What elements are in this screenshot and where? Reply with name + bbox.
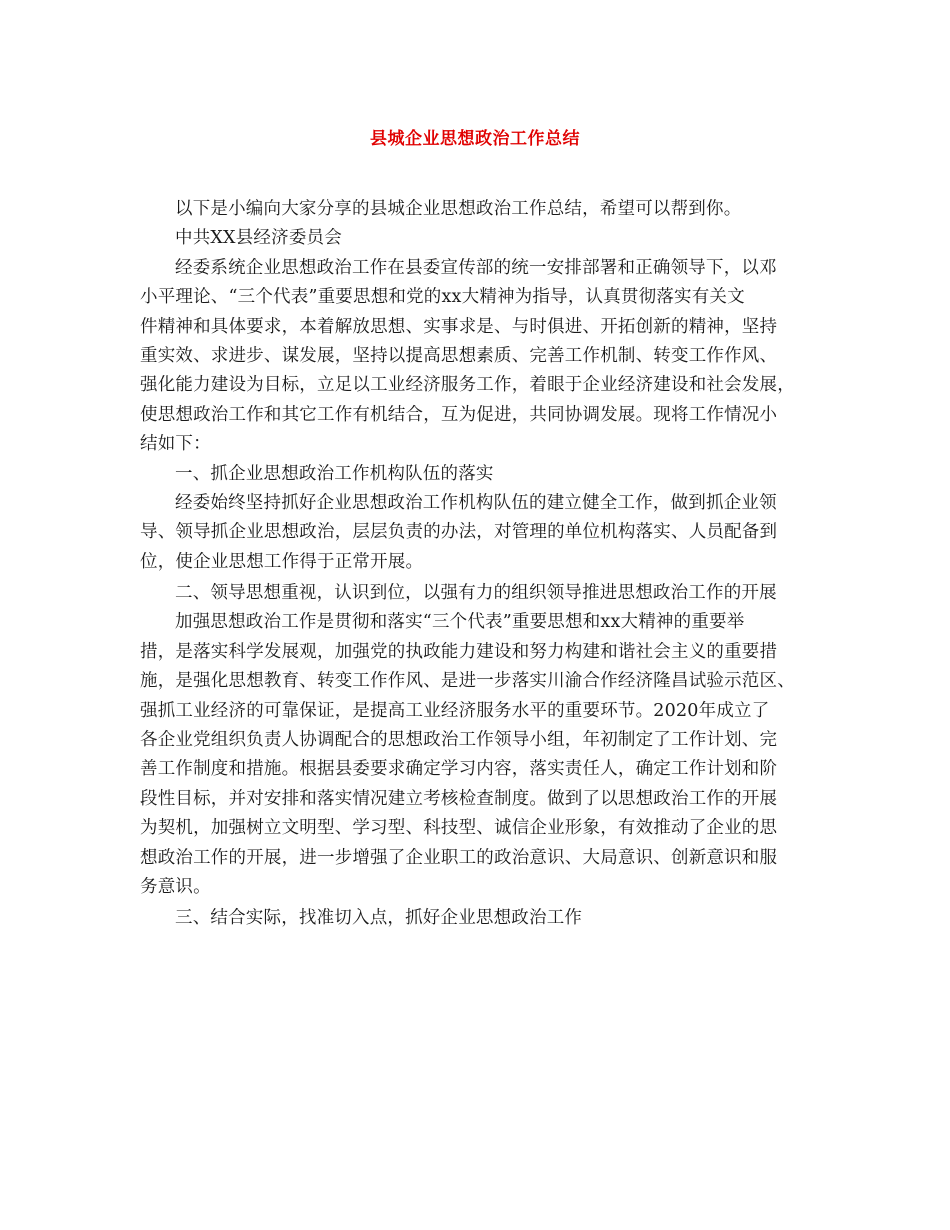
paragraph-line: 经委始终坚持抓好企业思想政治工作机构队伍的建立健全工作，做到抓企业领	[175, 492, 777, 513]
paragraph-line: 段性目标，并对安排和落实情况建立考核检查制度。做到了以思想政治工作的开展	[140, 788, 778, 809]
paragraph-line: 想政治工作的开展，进一步增强了企业职工的政治意识、大局意识、创新意识和服	[140, 847, 778, 868]
intro-line: 以下是小编向大家分享的县城企业思想政治工作总结，希望可以帮到你。	[175, 199, 742, 219]
paragraph-line: 件精神和具体要求，本着解放思想、实事求是、与时俱进、开拓创新的精神，坚持	[140, 316, 778, 337]
paragraph-line: 务意识。	[140, 876, 211, 897]
paragraph-line: 使思想政治工作和其它工作有机结合，互为促进，共同协调发展。现将工作情况小	[140, 404, 778, 425]
paragraph-line: 位，使企业思想工作得于正常开展。	[140, 551, 424, 572]
paragraph-line: 各企业党组织负责人协调配合的思想政治工作领导小组，年初制定了工作计划、完	[140, 730, 778, 751]
paragraph-line: 强化能力建设为目标，立足以工业经济服务工作，着眼于企业经济建设和社会发展，	[140, 375, 795, 396]
document-title: 县城企业思想政治工作总结	[370, 129, 580, 149]
paragraph-line: 施，是强化思想教育、转变工作作风、是进一步落实川渝合作经济隆昌试验示范区、	[140, 671, 795, 692]
paragraph-line: 结如下：	[140, 434, 211, 455]
paragraph-line: 措，是落实科学发展观，加强党的执政能力建设和努力构建和谐社会主义的重要措	[140, 641, 778, 662]
paragraph-line: 加强思想政治工作是贯彻和落实“三个代表”重要思想和xx大精神的重要举	[175, 612, 745, 633]
section-heading-1: 一、抓企业思想政治工作机构队伍的落实	[175, 463, 494, 484]
paragraph-line: 经委系统企业思想政治工作在县委宣传部的统一安排部署和正确领导下，以邓	[175, 257, 777, 278]
document-body	[140, 195, 825, 934]
paragraph-line: 强抓工业经济的可靠保证，是提高工业经济服务水平的重要环节。2020年成立了	[140, 700, 770, 721]
paragraph-line: 善工作制度和措施。根据县委要求确定学习内容，落实责任人，确定工作计划和阶	[140, 759, 778, 780]
paragraph-line: 导、领导抓企业思想政治，层层负责的办法，对管理的单位机构落实、人员配备到	[140, 522, 778, 543]
section-heading-2: 二、领导思想重视，认识到位，以强有力的组织领导推进思想政治工作的开展	[175, 583, 777, 604]
section-heading-3: 三、结合实际，找准切入点，抓好企业思想政治工作	[175, 908, 583, 929]
author-line: 中共XX县经济委员会	[175, 228, 342, 249]
paragraph-line: 小平理论、“三个代表”重要思想和党的xx大精神为指导，认真贯彻落实有关文	[140, 287, 745, 308]
paragraph-line: 为契机，加强树立文明型、学习型、科技型、诚信企业形象，有效推动了企业的思	[140, 818, 778, 839]
paragraph-line: 重实效、求进步、谋发展，坚持以提高思想素质、完善工作机制、转变工作作风、	[140, 345, 778, 366]
